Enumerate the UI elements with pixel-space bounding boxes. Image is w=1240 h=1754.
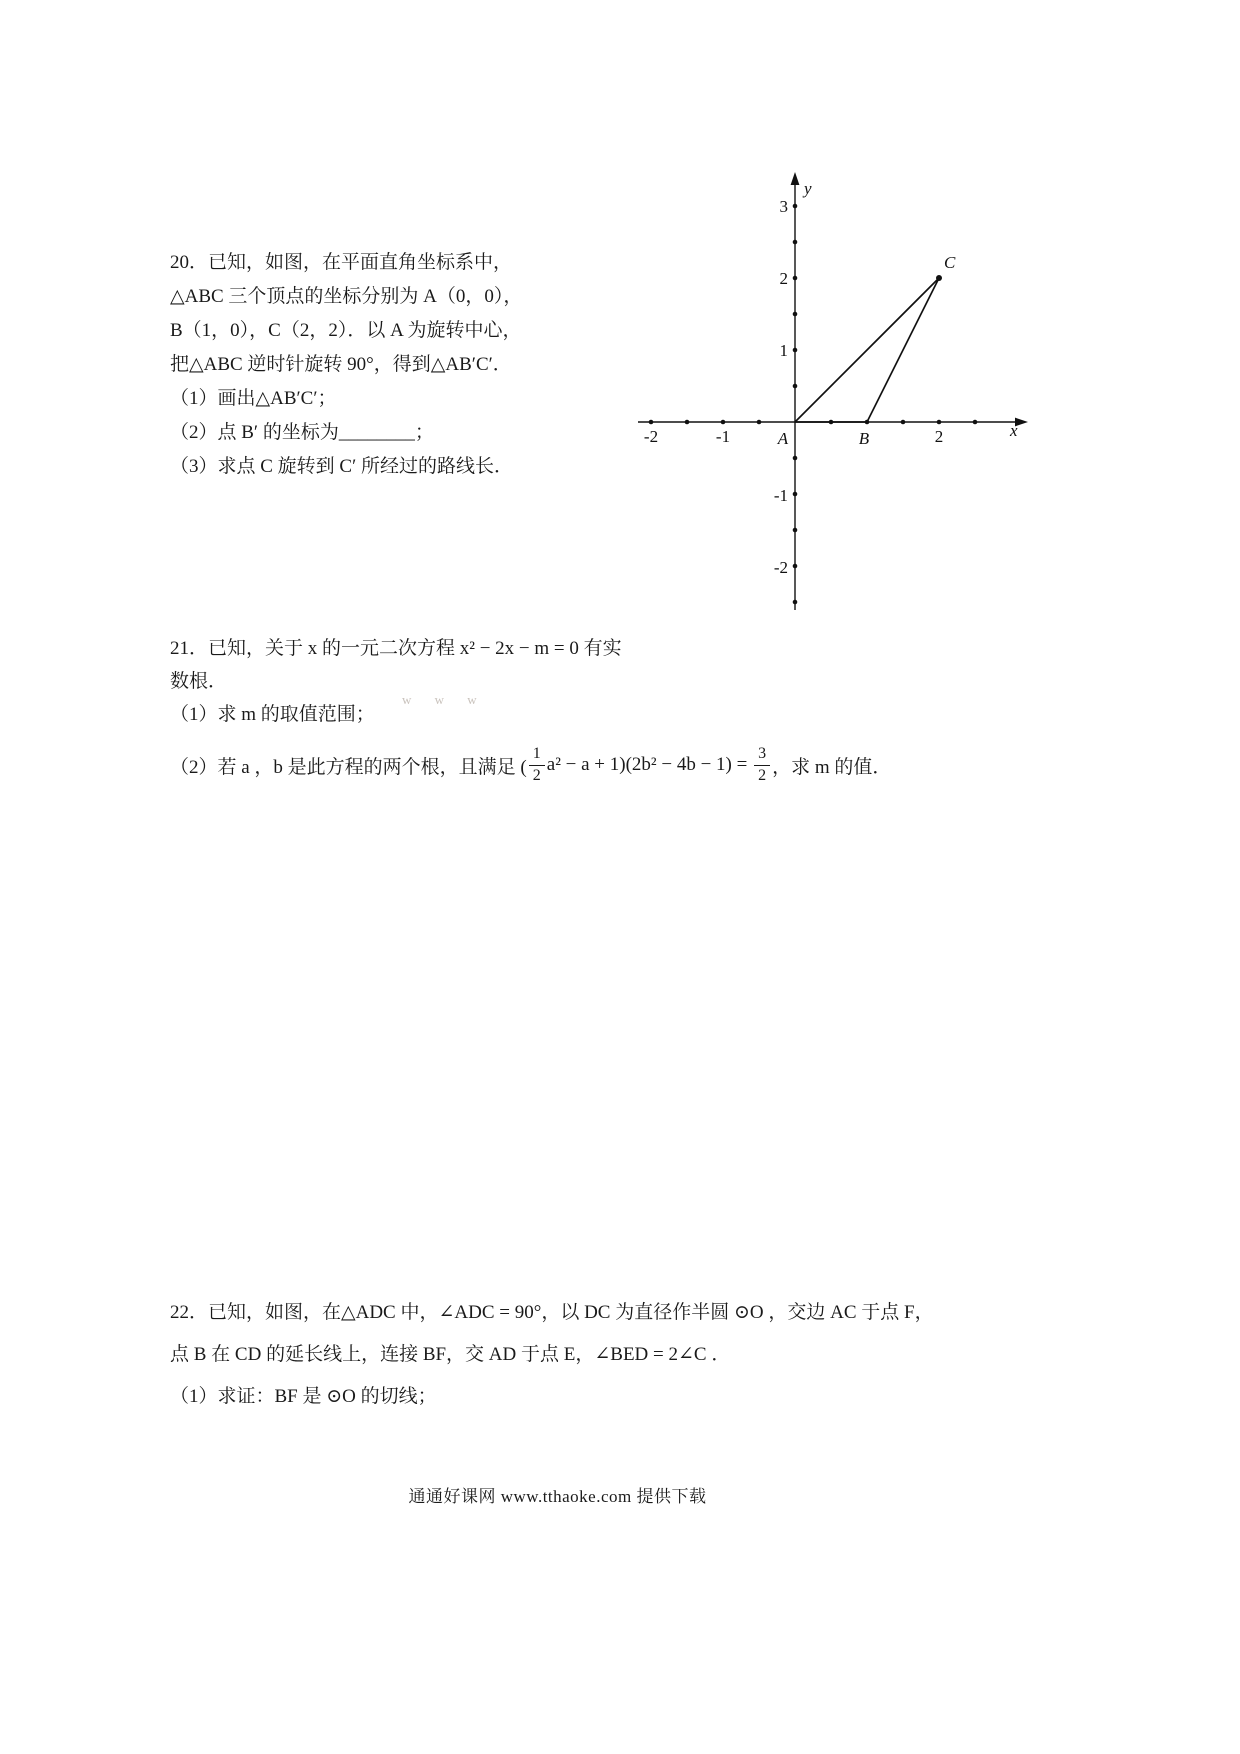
problem-20-subq-1: （1）画出△AB′C′； bbox=[170, 388, 337, 409]
problem-20-line-2: △ABC 三个顶点的坐标分别为 A（0，0）， bbox=[170, 286, 523, 307]
fraction-numerator: 1 bbox=[529, 745, 545, 765]
y-axis-label: y bbox=[804, 179, 812, 198]
fraction-denominator: 2 bbox=[532, 766, 541, 784]
y-tick-1: 1 bbox=[779, 341, 788, 360]
fraction-one-half bbox=[529, 745, 545, 785]
point-c bbox=[936, 275, 942, 281]
y-tick-m2: -2 bbox=[773, 558, 788, 577]
problem-21-line-2: 数根． bbox=[170, 671, 228, 692]
x-tick-m2: -2 bbox=[643, 427, 659, 446]
y-tick-m1: -1 bbox=[773, 486, 788, 505]
label-point-c: C bbox=[944, 253, 956, 272]
problem-22-line-1: 22．已知，如图，在△ADC 中，∠ADC = 90°，以 DC 为直径作半圆 ⊙O ，交边 AC 于点 F， bbox=[170, 1302, 934, 1323]
p21-part2-mid: a² − a + 1)(2b² − 4b − 1) = bbox=[546, 754, 753, 775]
problem-21-line-1: 21．已知，关于 x 的一元二次方程 x² − 2x − m = 0 有实 bbox=[170, 638, 622, 659]
fraction-denominator: 2 bbox=[758, 766, 767, 784]
fraction-three-halves bbox=[754, 745, 770, 785]
problem-20-subq-2: （2）点 B′ 的坐标为________； bbox=[170, 422, 434, 443]
label-point-b: B bbox=[858, 429, 870, 448]
y-tick-3: 3 bbox=[779, 197, 788, 216]
triangle-abc bbox=[795, 278, 939, 422]
page-footer: 通通好课网 www.tthaoke.com 提供下载 bbox=[408, 1487, 707, 1506]
problem-20-line-4: 把△ABC 逆时针旋转 90°，得到△AB′C′． bbox=[170, 354, 512, 375]
x-tick-m1: -1 bbox=[715, 427, 731, 446]
fraction-numerator: 3 bbox=[754, 745, 770, 765]
coordinate-plane-figure bbox=[618, 168, 1038, 628]
y-tick-2: 2 bbox=[779, 269, 788, 288]
problem-20-line-1: 20．已知，如图，在平面直角坐标系中， bbox=[170, 252, 513, 273]
problem-21-subq-1: （1）求 m 的取值范围； bbox=[170, 704, 375, 725]
problem-21-subq-2 bbox=[170, 739, 1110, 791]
watermark: w w w bbox=[402, 692, 487, 707]
problem-22-line-2: 点 B 在 CD 的延长线上，连接 BF，交 AD 于点 E，∠BED = 2∠C ． bbox=[170, 1344, 731, 1365]
y-axis-arrow bbox=[791, 172, 800, 185]
problem-20 bbox=[170, 246, 670, 484]
x-axis-label: x bbox=[1010, 421, 1018, 440]
p21-part2-suffix: ，求 m 的值． bbox=[772, 756, 892, 778]
problem-20-line-3: B（1，0），C（2，2）．以 A 为旋转中心， bbox=[170, 320, 522, 341]
p21-part2-prefix: （2）若 a ，b 是此方程的两个根，且满足 ( bbox=[170, 756, 527, 778]
problem-20-subq-3: （3）求点 C 旋转到 C′ 所经过的路线长． bbox=[170, 456, 514, 477]
label-point-a: A bbox=[777, 429, 789, 448]
problem-22-subq-1: （1）求证：BF 是 ⊙O 的切线； bbox=[170, 1386, 437, 1407]
problem-21 bbox=[170, 632, 1110, 791]
problem-22 bbox=[170, 1292, 1130, 1418]
x-tick-2: 2 bbox=[934, 427, 944, 446]
